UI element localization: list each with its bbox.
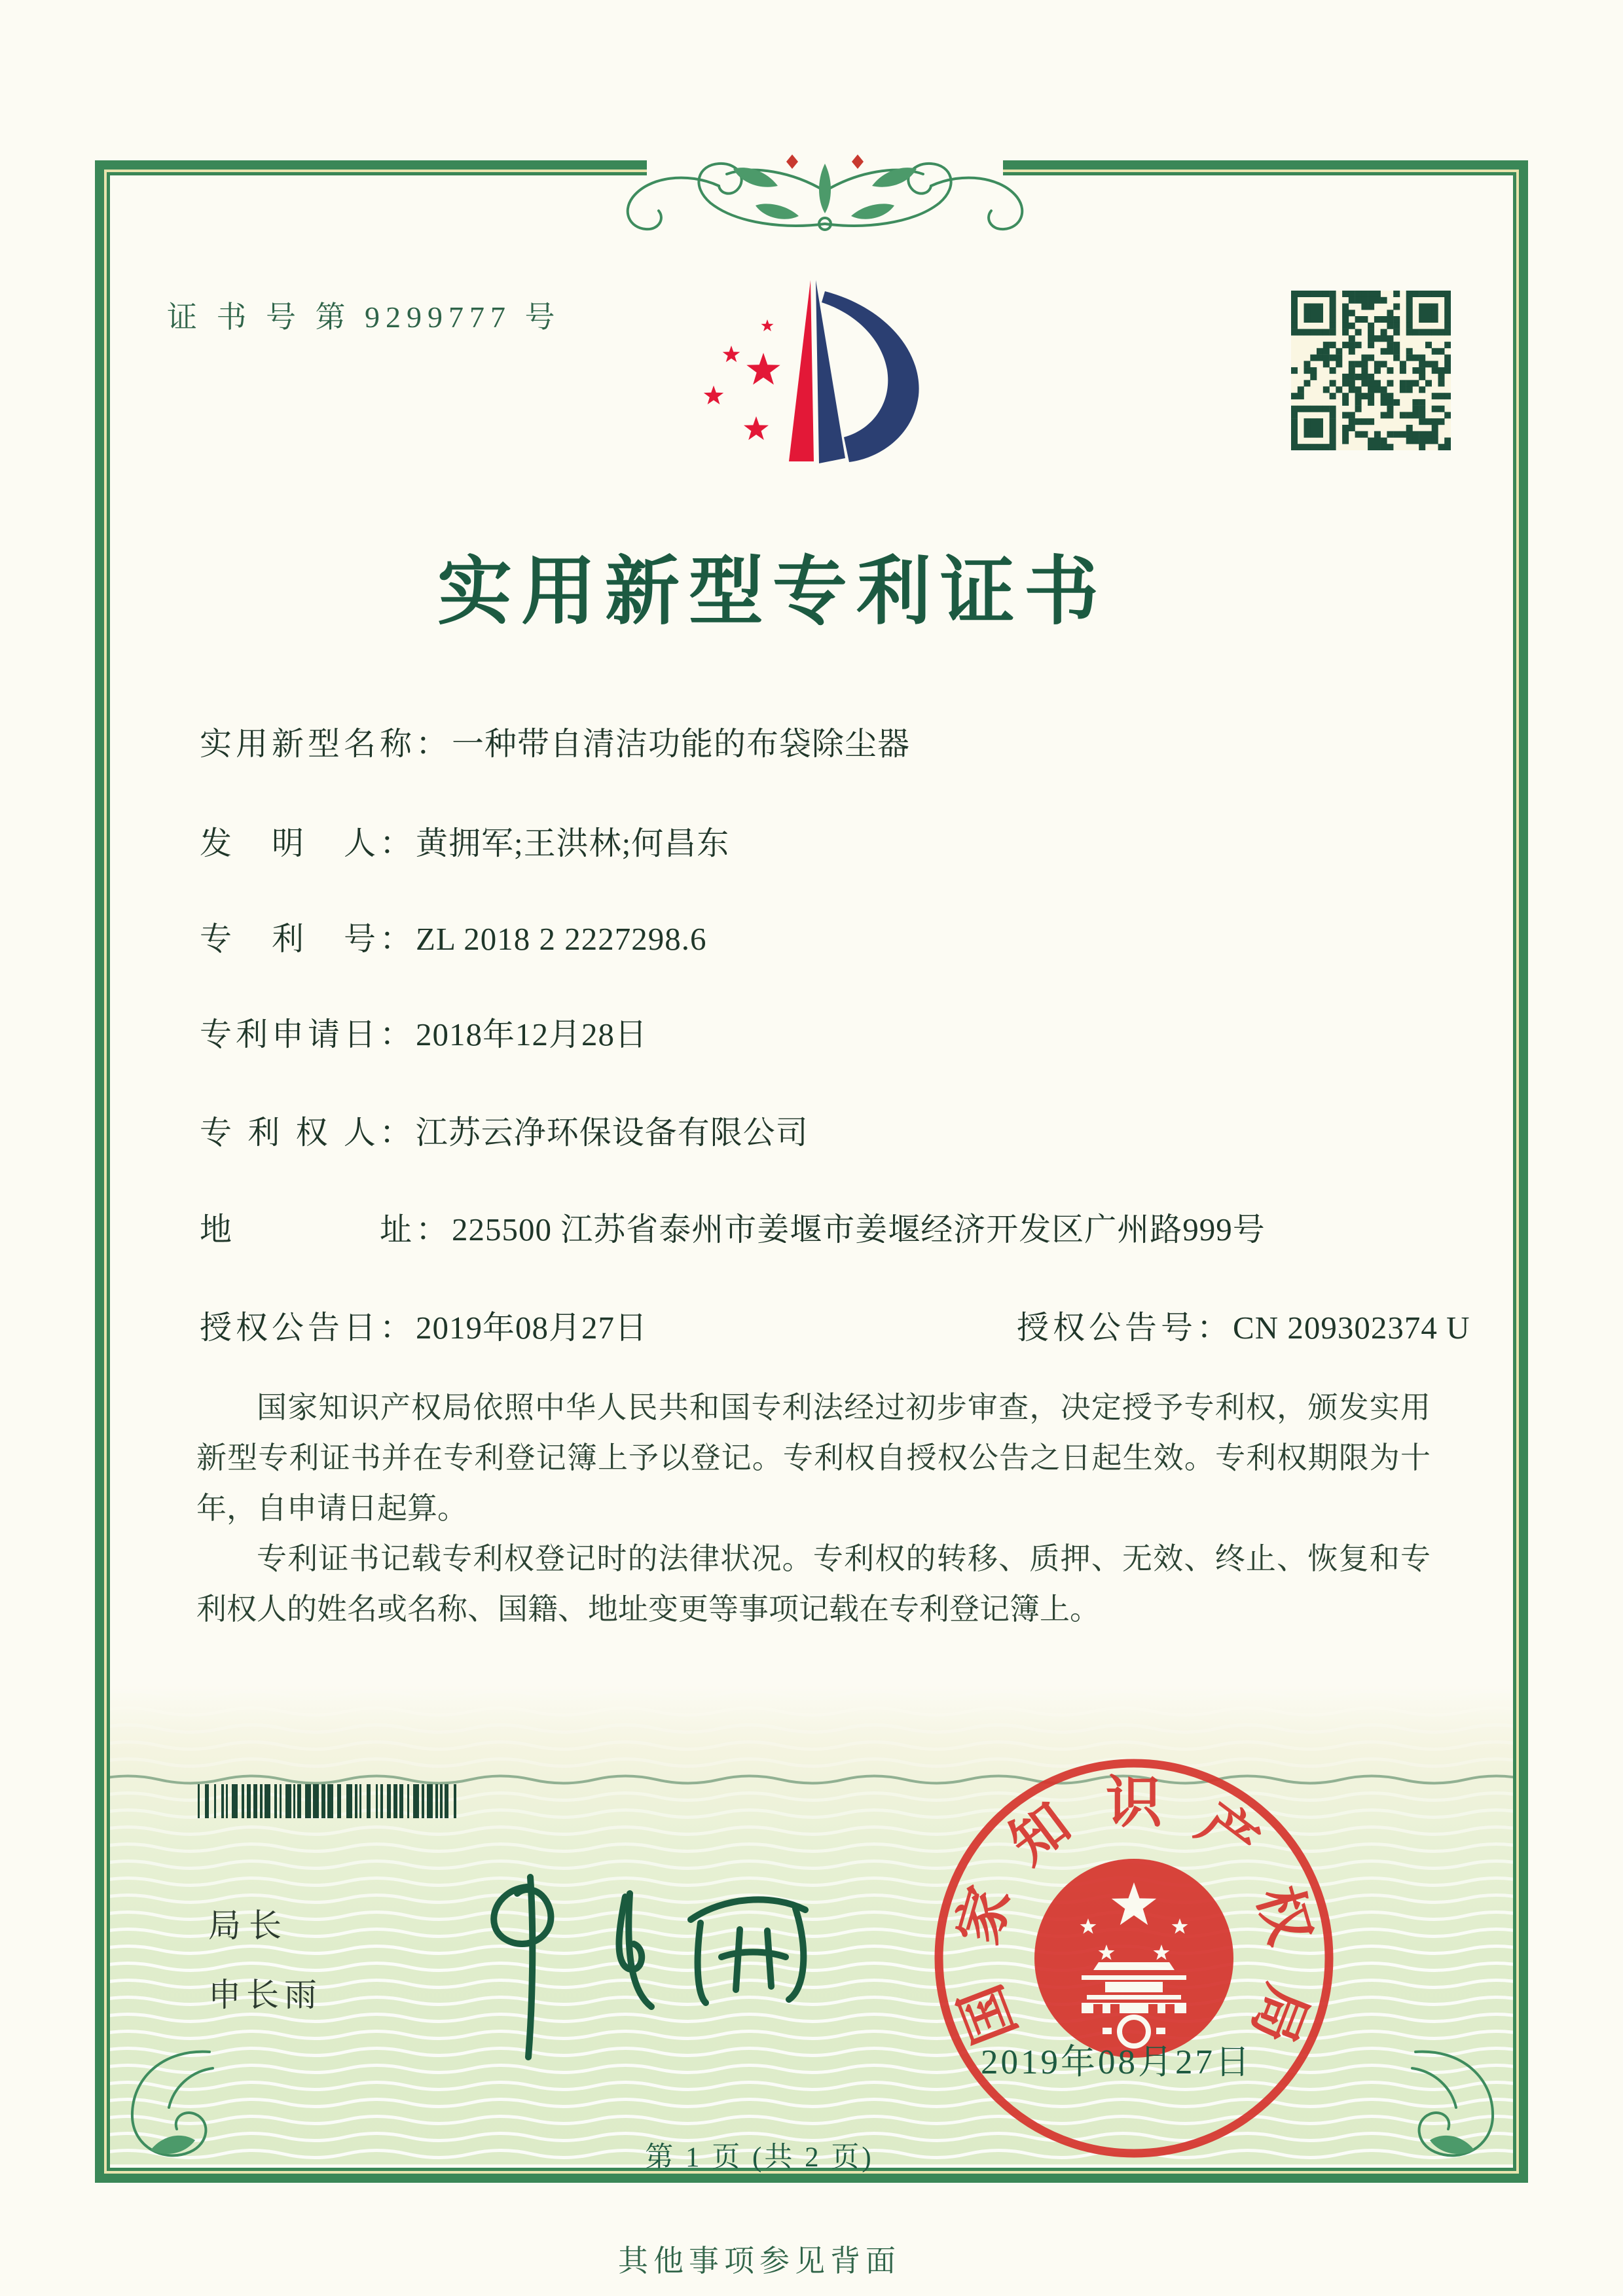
svg-text:产: 产 [1186,1791,1269,1876]
field-grant-date: 授权公告日：2019年08月27日 授权公告号：CN 209302374 U [200,1302,1431,1348]
svg-text:权: 权 [1245,1879,1322,1951]
page-number: 第 1 页 (共 2 页) [645,2142,874,2173]
cnipa-logo [697,268,933,471]
svg-text:识: 识 [1106,1771,1162,1834]
legal-body-text [196,1382,1431,1634]
field-grant-publication-number: 授权公告号：CN 209302374 U [1017,1310,1470,1346]
corner-flourish-right [1402,2042,1514,2170]
svg-text:国: 国 [949,1976,1029,2052]
field-address: 地 址：225500 江苏省泰州市姜堰市姜堰经济开发区广州路999号 [200,1211,1266,1247]
field-utility-model-name: 实用新型名称：一种带自清洁功能的布袋除尘器 [200,726,911,762]
svg-text:知: 知 [998,1791,1082,1876]
logo-red-wedge [789,280,814,461]
field-inventors: 发 明 人：黄拥军;王洪林;何昌东 [200,825,730,861]
field-patent-number: 专 利 号：ZL 2018 2 2227298.6 [200,921,707,957]
director-signature [465,1857,831,2077]
seal-date: 2019年08月27日 [981,2043,1252,2081]
top-flourish-ornament [570,145,1080,260]
national-emblem [1034,1859,1233,2058]
field-patentee: 专 利 权 人：江苏云净环保设备有限公司 [200,1115,809,1151]
legal-paragraph-2: 专利证书记载专利权登记时的法律状况。专利权的转移、质押、无效、终止、恢复和专利权人的姓名或名称、国籍、地址变更等事项记载在专利登记簿上。 [196,1542,1431,1626]
certificate-title: 实用新型专利证书 [437,550,1108,634]
svg-text:局: 局 [1239,1976,1319,2052]
back-side-note: 其他事项参见背面 [618,2244,901,2278]
certificate-number: 证 书 号 第 9299777 号 [167,300,561,334]
corner-flourish-left [111,2042,223,2170]
qr-code [1291,291,1451,450]
field-filing-date: 专利申请日：2018年12月28日 [200,1016,648,1052]
director-name: 申长雨 [208,1977,322,2013]
official-seal [924,1749,1343,2168]
svg-text:家: 家 [946,1879,1023,1951]
director-title-label: 局长 [208,1907,289,1944]
barcode [198,1784,466,1818]
legal-paragraph-1: 国家知识产权局依照中华人民共和国专利法经过初步审查，决定授予专利权，颁发实用新型专利证书并在专利登记簿上予以登记。专利权自授权公告之日起生效。专利权期限为十年，自申请日起算。 [196,1391,1431,1525]
